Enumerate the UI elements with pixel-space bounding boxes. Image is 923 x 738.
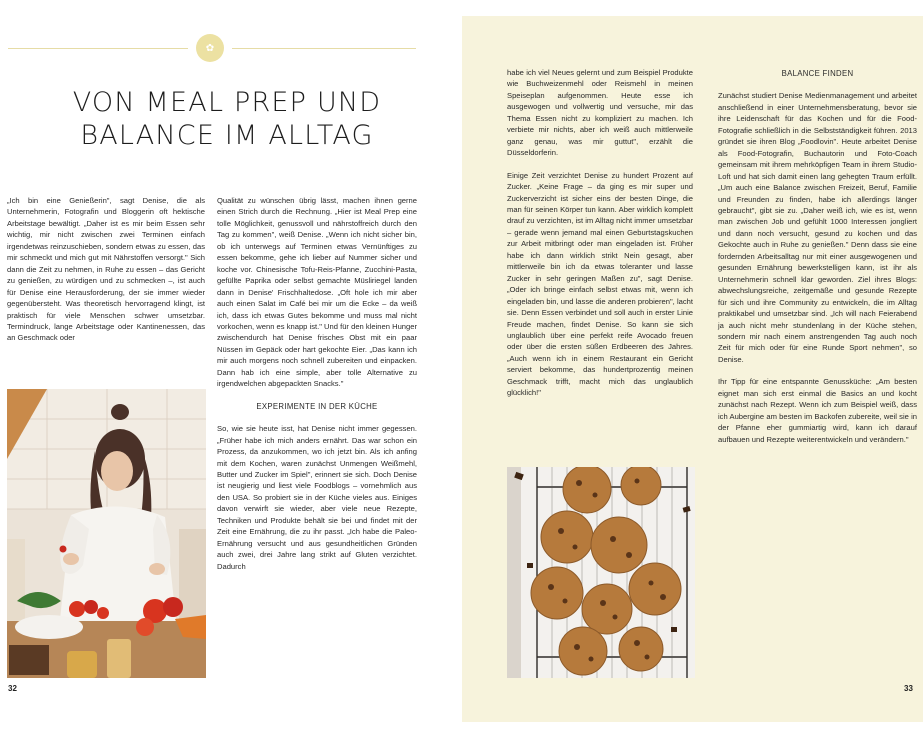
paragraph: Zunächst studiert Denise Medienmanagement und arbeitet anschließend in einer Unternehmensberatung, bevor sie ihre Leidenschaft für das Kochen und für die Food-Fotografie schließlich in die Selbstständigkeit führen. 2013 gründet sie ihren Blog „Foodlovin". Heute arbeitet Denise als Food-Fotografin, Buchautorin und Foto-Coach gemeinsam mit ihrem mehrköpfigen Team in ihrem Studio-Loft und hat sich damit einen lang gehegten Traum erfüllt. „Um auch eine Balance zwischen Freizeit, Beruf, Familie und Freunden zu finden, habe ich allerdings länger gebraucht", gibt sie zu. „Daher weiß ich, wie es ist, wenn man zwischen Job und gefühlt 1000 Interessen jongliert und dann noch versucht, gesund zu kochen und das Gekochte auch in Ruhe zu genießen." Denn dass sie eine fordernden Arbeitsalltag nur mit einer ausgewogenen und gesunden Ernährung bewerkstelligen kann, ist ihr als Unternehmerin schnell klar geworden. Ziel ihres Blogs: abwechslungsreiche, zeitgemäße und gesunde Rezepte für sich und ihre Community zu entwickeln, die im Alltag praktikabel und umsetzbar sind. „Ich will nach Feierabend ja auch nicht mehr stundenlang in der Küche stehen, sondern mir nach einem anstrengenden Tag auch noch Zeit für mich oder für eine Runde Sport nehmen", so Denise. [718, 91, 917, 364]
flower-logo-icon: ✿ [196, 34, 224, 62]
paragraph: Qualität zu wünschen übrig lässt, machen ihnen gerne einen Strich durch die Rechnung. „Hier ist Meal Prep eine tolle Möglichkeit, genussvoll und nährstoffreich durch den Tag zu kommen", weiß Denise. „Wenn ich nicht sicher bin, ob ich unterwegs auf Terminen etwas Vernünftiges zu essen bekomme, gehe ich lieber auf Nummer sicher und koche vor. Chinesische Tofu-Reis-Pfanne, Zucchini-Pasta, gefüllte Paprika oder selbst gemachte Müsliriegel landen dann in Denise' Frischhaltedose. „Oft hole ich mir aber auch einen Salat im Café bei mir um die Ecke – da weiß ich, dass ich etwas Gutes bekomme und muss mal nicht vorkochen, wenn es knapp ist." Und für den kleinen Hunger zwischendurch hat Denise frisches Obst mit ein paar Nüssen im Gepäck oder hart gekochte Eier. „Das kann ich mir auch morgens noch schnell zubereiten und einpacken. Dann hab ich eine simple, aber tolle Alternative zu irgendwelchen abgepackten Snacks." [217, 196, 417, 389]
article-title: VON MEAL PREP UND BALANCE IM ALLTAG [72, 87, 382, 151]
paragraph: Ihr Tipp für eine entspannte Genussküche: „Am besten eignet man sich erst einmal die Basics an und kocht zunächst nach Rezept. Wenn ich zum Beispiel weiß, dass ich Aubergine am besten im Backofen zubereite, weil sie in der Pfanne eher gummiartig wird, kann ich darauf aufbauen und Rezepte weiterentwickeln und verändern." [718, 377, 917, 444]
page-number-right: 33 [904, 684, 913, 693]
section-heading-balance: BALANCE FINDEN [781, 69, 854, 78]
paragraph: „Ich bin eine Genießerin", sagt Denise, die als Unternehmerin, Fotografin und Bloggerin oft hektische Arbeitstage bewältigt. „Daher ist es mir beim Essen sehr wichtig, mir nicht zwischen zwei Terminen einfach irgendetwas reinzuschieben, sondern etwas zu essen, das mir schmeckt und mich gut mit Nährstoffen versorgt." Sich dann die Zeit zu nehmen, in Ruhe zu essen – das Gericht zu genießen, zu würdigen und zu schmecken –, ist auch für Denise eine Herausforderung, der sie immer wieder gegenübersteht. Was theoretisch hervorragend klingt, ist praktisch für viele Menschen schwer umsetzbar. Termindruck, lange Arbeitstage oder Kantinenessen, das an Geschmack oder [7, 196, 205, 343]
paragraph: habe ich viel Neues gelernt und zum Beispiel Produkte wie Buchweizenmehl oder Reismehl in meinen Speiseplan aufgenommen. Heute esse ich ausgewogen und vollwertig und versuche, mir das Thema Essen nicht zu kompliziert zu machen. Ich verbiete mir nichts, aber ich weiß auch mittlerweile ganz genau, was mir guttut", erzählt die Düsseldorferin. [507, 68, 693, 158]
column-3 [507, 67, 693, 399]
column-2 [217, 195, 417, 572]
photo-woman-cooking [7, 389, 206, 678]
page-number-left: 32 [8, 684, 17, 693]
woman-cooking-illustration [7, 389, 206, 678]
paragraph: So, wie sie heute isst, hat Denise nicht immer gegessen. „Früher habe ich mich anders ernährt. Das war schon ein Prozess, da anzukommen, wo ich jetzt bin. Als ich anfing mit dem Kochen, waren zunächst Unmengen Weißmehl, Butter und Zucker im Spiel", erinnert sie sich. Doch Denise ist neugierig und liest viele Foodblogs – vornehmlich aus den USA. So probiert sie in der Küche vieles aus. Einiges davon verwirft sie wieder, aber viele neue Rezepte, Techniken und Produkte behält sie bei und findet mit der Zeit eine Ernährung, die zu ihr passt. „Ich habe die Paleo-Ernährung versucht und aus gesundheitlichen Gründen auch zwei, drei Jahre lang strikt auf Gluten verzichtet. Dadurch [217, 424, 417, 571]
column-1 [7, 195, 205, 344]
paragraph: Einige Zeit verzichtet Denise zu hundert Prozent auf Zucker. „Keine Frage – da ging es mir super und Zuckerverzicht ist sicher eins der besten Dinge, die man für seinen Körper tun kann. Aber wirklich komplett drauf zu verzichten, ist im Alltag nicht immer umsetzbar – gerade wenn jemand mal einen Geburtstagskuchen zur Arbeit mitbringt oder man eingeladen ist. Früher habe ich dann wirklich strikt Nein gesagt, aber mittlerweile bin ich da etwas toleranter und lasse Zucker in sehr geringen Maßen zu", sagt Denise. „Oder ich bringe einfach selbst etwas mit, wenn ich eingeladen bin, und lasse die anderen probieren", lacht sie. Denn Essen verbindet und soll auch in erster Linie Freude machen, findet Denise. So kann sie sich unglaublich über eine perfekt reife Avocado freuen oder über die ersten süßen Erdbeeren des Jahres. „Auch wenn ich in einem Restaurant ein Gericht serviert bekomme, das hundertprozentig meinen Geschmack trifft, macht mich das unglaublich glücklich!" [507, 170, 693, 398]
header-rule-right [232, 48, 416, 49]
section-heading-experimente: EXPERIMENTE IN DER KÜCHE [256, 401, 378, 411]
header-rule-left [8, 48, 188, 49]
photo-cookies [507, 467, 695, 678]
cookies-illustration [507, 467, 695, 678]
column-4 [718, 67, 917, 445]
